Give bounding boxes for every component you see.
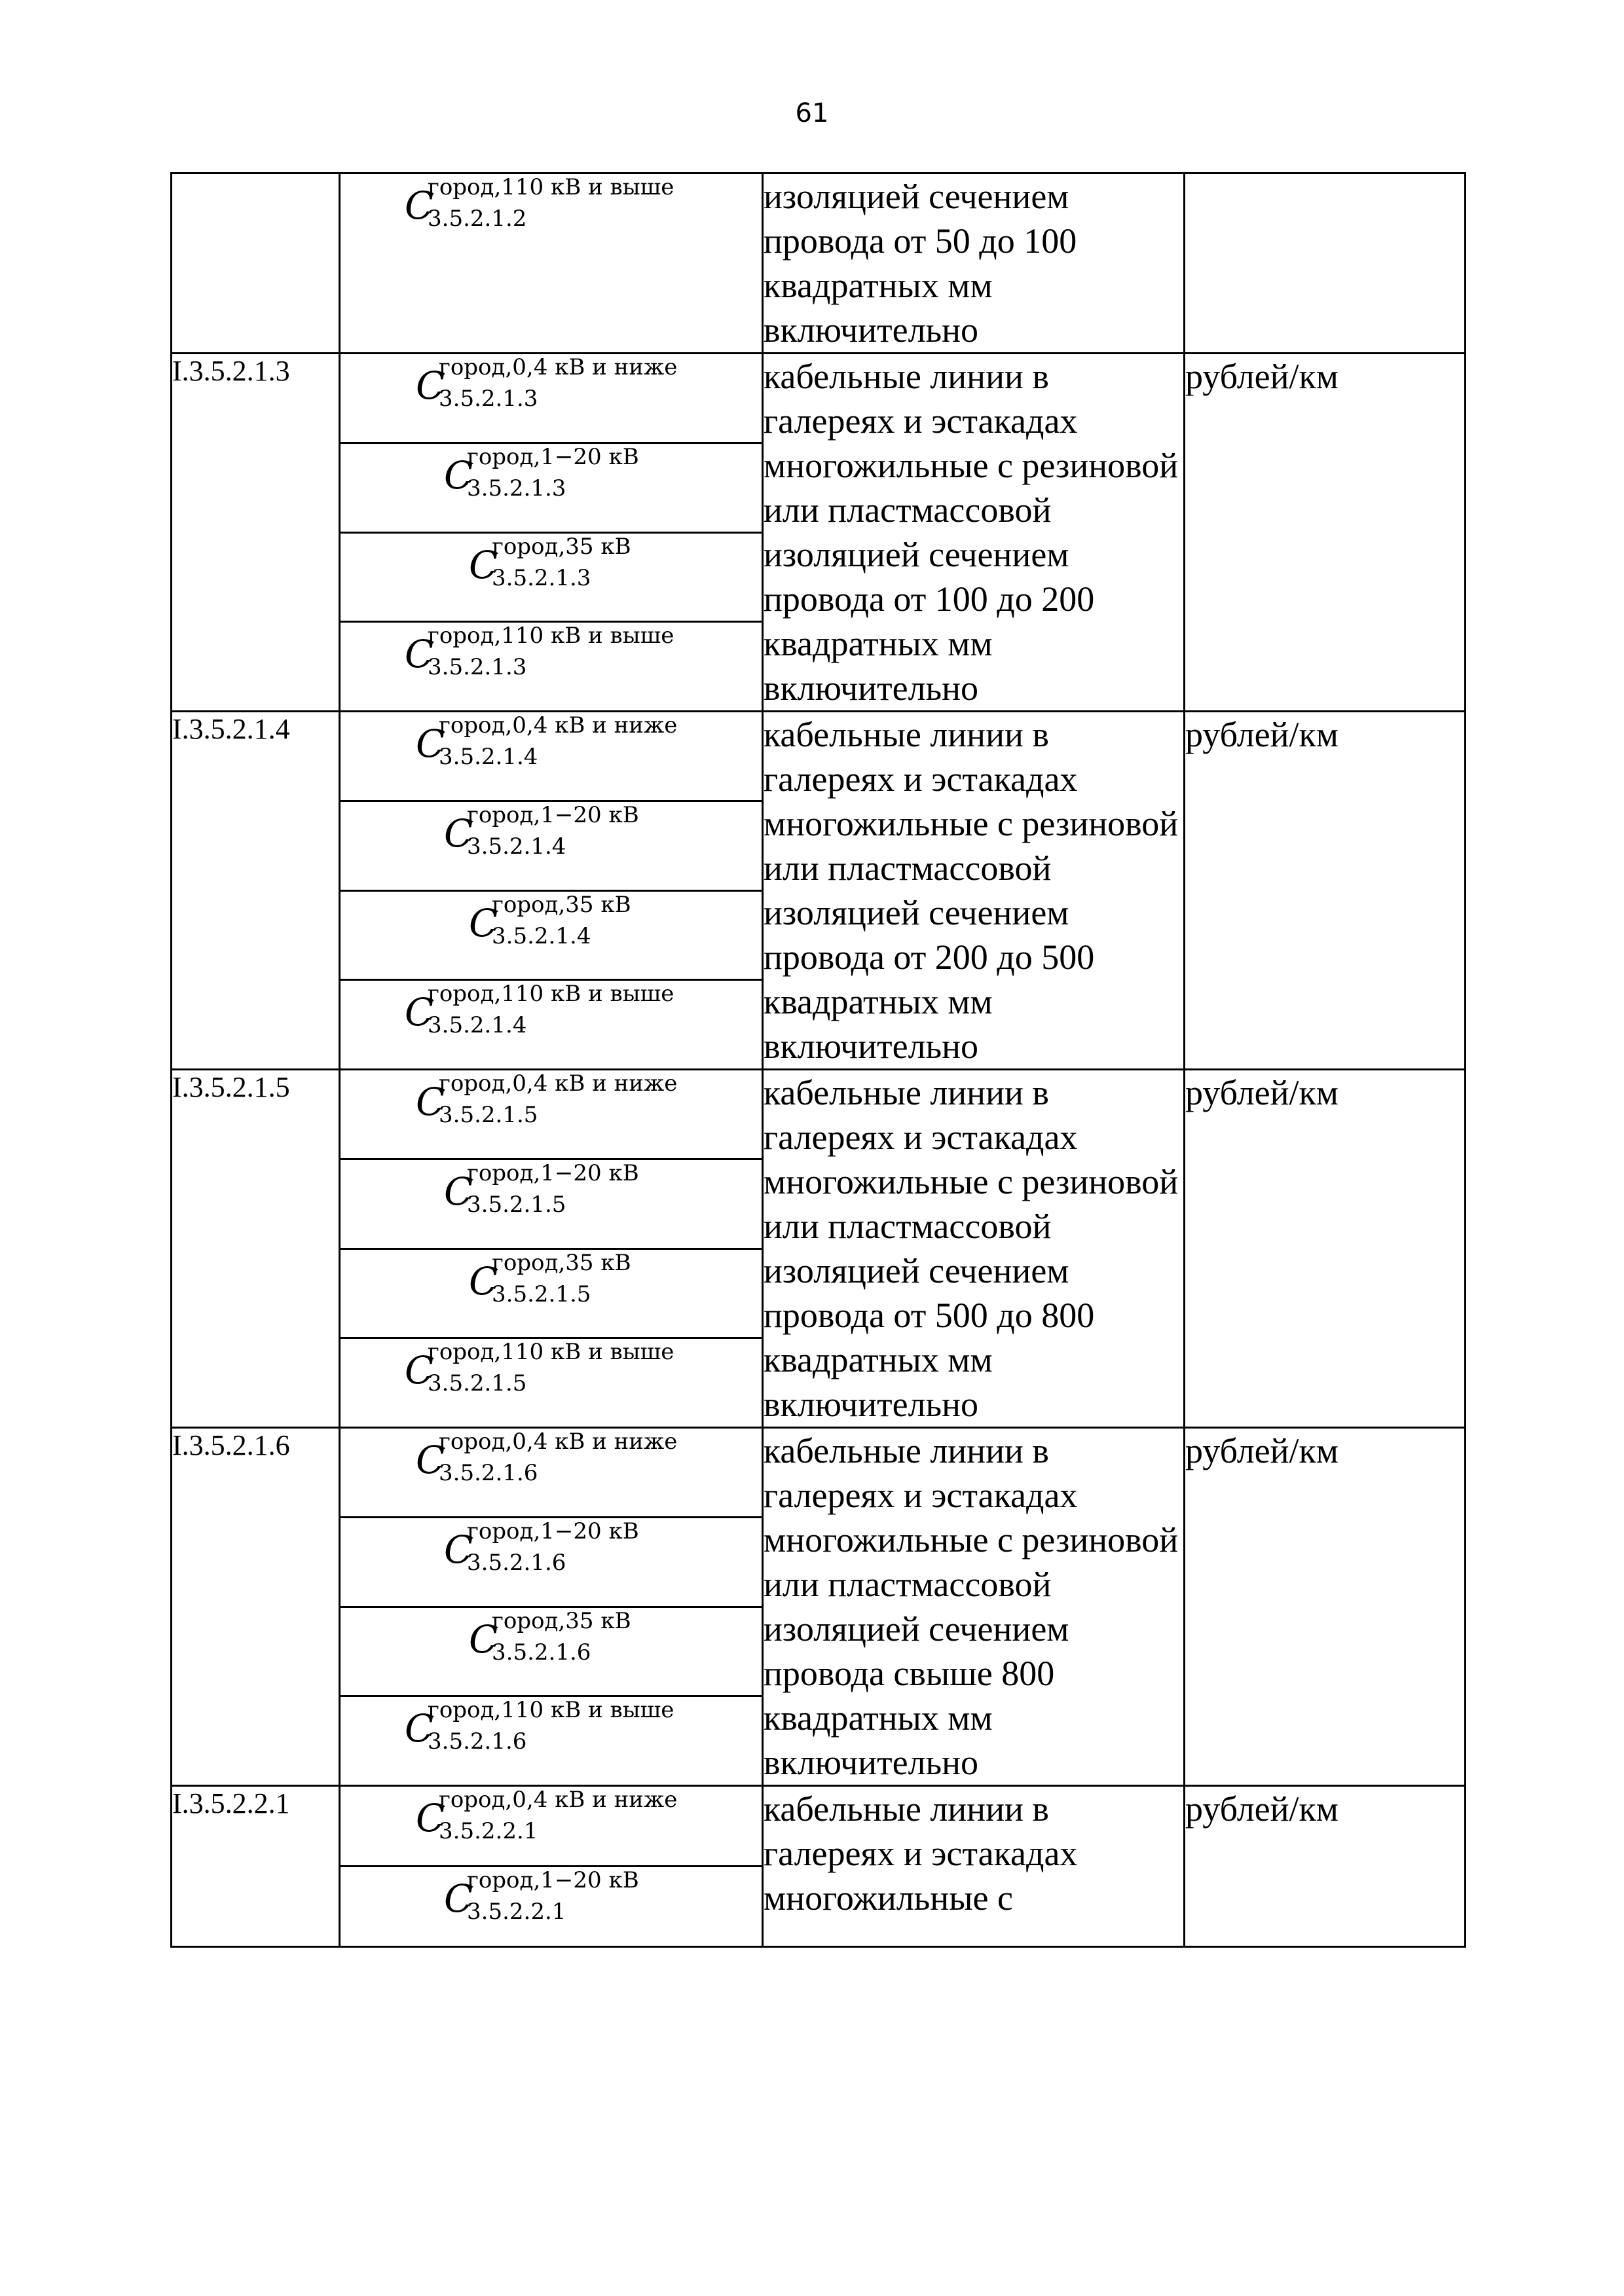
formula-symbol: C (444, 452, 473, 498)
formula-cell (340, 532, 763, 622)
formula-symbol: C (469, 900, 498, 945)
formula-subscript: 3.5.2.2.1 (467, 1899, 566, 1925)
formula-cell (340, 1607, 763, 1696)
formula-symbol: C (469, 1258, 498, 1303)
formula-symbol: C (416, 721, 445, 766)
formula (341, 712, 762, 778)
unit-cell: рублей/км (1185, 1786, 1466, 1947)
formula-subscript: 3.5.2.1.5 (428, 1370, 527, 1397)
formula-superscript: город,0,4 кВ и ниже (439, 712, 678, 738)
formula-symbol: C (405, 183, 434, 228)
formula-cell (340, 801, 763, 890)
formula-subscript: 3.5.2.1.6 (467, 1549, 566, 1576)
formula (341, 1867, 762, 1933)
formula-subscript: 3.5.2.1.3 (428, 654, 527, 681)
formula (341, 1787, 762, 1852)
formula-superscript: город,110 кВ и выше (428, 174, 674, 200)
formula-superscript: город,35 кВ (492, 1249, 631, 1276)
formula-subscript: 3.5.2.1.5 (467, 1191, 566, 1218)
formula-superscript: город,110 кВ и выше (428, 1697, 674, 1724)
formula-subscript: 3.5.2.1.4 (428, 1012, 527, 1039)
formula (341, 1250, 762, 1315)
unit-cell: рублей/км (1185, 1070, 1466, 1428)
formula-subscript: 3.5.2.1.6 (439, 1460, 538, 1486)
formula-cell (340, 1070, 763, 1159)
formula-cell (340, 1159, 763, 1248)
table-row (172, 354, 1466, 443)
formula (341, 892, 762, 957)
table-row (172, 1786, 1466, 1867)
formula-cell (340, 1867, 763, 1947)
formula-symbol: C (469, 542, 498, 587)
table-row (172, 712, 1466, 801)
table-row (172, 1428, 1466, 1518)
formula-subscript: 3.5.2.1.5 (492, 1281, 591, 1307)
table-row (172, 1070, 1466, 1159)
formula (341, 174, 762, 240)
formula (341, 444, 762, 509)
formula-symbol: C (405, 1706, 434, 1751)
formula-symbol: C (405, 990, 434, 1035)
code-cell: I.3.5.2.1.4 (172, 712, 340, 1070)
description-cell: кабельные линии в галереях и эстакадах многожильные с резиновой или пластмассовой изоляцией сечением провода от 100 до 200 квадратных мм включительно (763, 354, 1185, 712)
formula-superscript: город,110 кВ и выше (428, 981, 674, 1008)
formula-subscript: 3.5.2.1.3 (439, 386, 538, 412)
formula-superscript: город,1−20 кВ (467, 1518, 639, 1544)
formula-superscript: город,110 кВ и выше (428, 623, 674, 649)
formula-subscript: 3.5.2.1.3 (467, 475, 566, 501)
formula-subscript: 3.5.2.1.4 (439, 744, 538, 770)
formula-superscript: город,35 кВ (492, 533, 631, 560)
formula-symbol: C (444, 1876, 473, 1921)
formula-superscript: город,0,4 кВ и ниже (439, 1429, 678, 1455)
page-number: 61 (795, 98, 829, 128)
formula-superscript: город,1−20 кВ (467, 1867, 639, 1893)
formula-cell (340, 173, 763, 354)
code-cell (172, 173, 340, 354)
formula-symbol: C (416, 363, 445, 408)
formula (341, 623, 762, 688)
formula-superscript: город,1−20 кВ (467, 443, 639, 470)
formula-symbol: C (416, 1438, 445, 1482)
unit-cell: рублей/км (1185, 1428, 1466, 1786)
code-cell: I.3.5.2.1.5 (172, 1070, 340, 1428)
formula-cell (340, 354, 763, 443)
formula-subscript: 3.5.2.1.2 (428, 206, 527, 232)
formula-symbol: C (444, 1169, 473, 1214)
formula-symbol: C (416, 1796, 445, 1840)
formula-symbol: C (416, 1080, 445, 1124)
formula-superscript: город,1−20 кВ (467, 801, 639, 828)
formula-cell (340, 622, 763, 712)
code-cell: I.3.5.2.2.1 (172, 1786, 340, 1947)
formula-superscript: город,0,4 кВ и ниже (439, 354, 678, 380)
formula-subscript: 3.5.2.2.1 (439, 1818, 538, 1844)
formula-cell (340, 443, 763, 532)
unit-cell: рублей/км (1185, 354, 1466, 712)
formula (341, 354, 762, 420)
formula-superscript: город,110 кВ и выше (428, 1339, 674, 1366)
formula (341, 1339, 762, 1404)
formula-superscript: город,1−20 кВ (467, 1159, 639, 1186)
formula-symbol: C (444, 811, 473, 856)
code-cell: I.3.5.2.1.3 (172, 354, 340, 712)
formula (341, 1070, 762, 1136)
formula-subscript: 3.5.2.1.6 (492, 1639, 591, 1666)
formula-subscript: 3.5.2.1.4 (467, 833, 566, 860)
code-cell: I.3.5.2.1.6 (172, 1428, 340, 1786)
formula (341, 1518, 762, 1584)
formula (341, 981, 762, 1046)
formula-superscript: город,35 кВ (492, 891, 631, 918)
formula-cell (340, 1696, 763, 1786)
description-cell: кабельные линии в галереях и эстакадах многожильные с (763, 1786, 1185, 1947)
formula-subscript: 3.5.2.1.5 (439, 1102, 538, 1128)
unit-cell (1185, 173, 1466, 354)
formula-symbol: C (405, 632, 434, 677)
description-cell: кабельные линии в галереях и эстакадах многожильные с резиновой или пластмассовой изоляцией сечением провода от 500 до 800 квадратных мм включительно (763, 1070, 1185, 1428)
table-row (172, 173, 1466, 354)
formula (341, 1697, 762, 1762)
formula-cell (340, 890, 763, 980)
tariff-table (170, 172, 1466, 1948)
description-cell: кабельные линии в галереях и эстакадах многожильные с резиновой или пластмассовой изоляцией сечением провода свыше 800 квадратных мм включительно (763, 1428, 1185, 1786)
formula-cell (340, 1786, 763, 1867)
formula-cell (340, 1517, 763, 1607)
formula-symbol: C (405, 1348, 434, 1393)
formula-subscript: 3.5.2.1.3 (492, 564, 591, 591)
formula-cell (340, 1428, 763, 1518)
formula-superscript: город,35 кВ (492, 1607, 631, 1634)
formula-superscript: город,0,4 кВ и ниже (439, 1070, 678, 1097)
formula-cell (340, 1248, 763, 1338)
description-cell: кабельные линии в галереях и эстакадах многожильные с резиновой или пластмассовой изоляцией сечением провода от 200 до 500 квадратных мм включительно (763, 712, 1185, 1070)
formula-superscript: город,0,4 кВ и ниже (439, 1787, 678, 1813)
formula-subscript: 3.5.2.1.4 (492, 922, 591, 949)
formula (341, 534, 762, 599)
formula-symbol: C (469, 1616, 498, 1662)
unit-cell: рублей/км (1185, 712, 1466, 1070)
formula (341, 1160, 762, 1226)
formula-cell (340, 1338, 763, 1428)
formula-cell (340, 712, 763, 801)
formula (341, 1608, 762, 1673)
formula-symbol: C (444, 1527, 473, 1572)
formula (341, 802, 762, 867)
formula-cell (340, 980, 763, 1070)
description-cell: изоляцией сечением провода от 50 до 100 квадратных мм включительно (763, 173, 1185, 354)
formula-subscript: 3.5.2.1.6 (428, 1728, 527, 1755)
formula (341, 1429, 762, 1494)
